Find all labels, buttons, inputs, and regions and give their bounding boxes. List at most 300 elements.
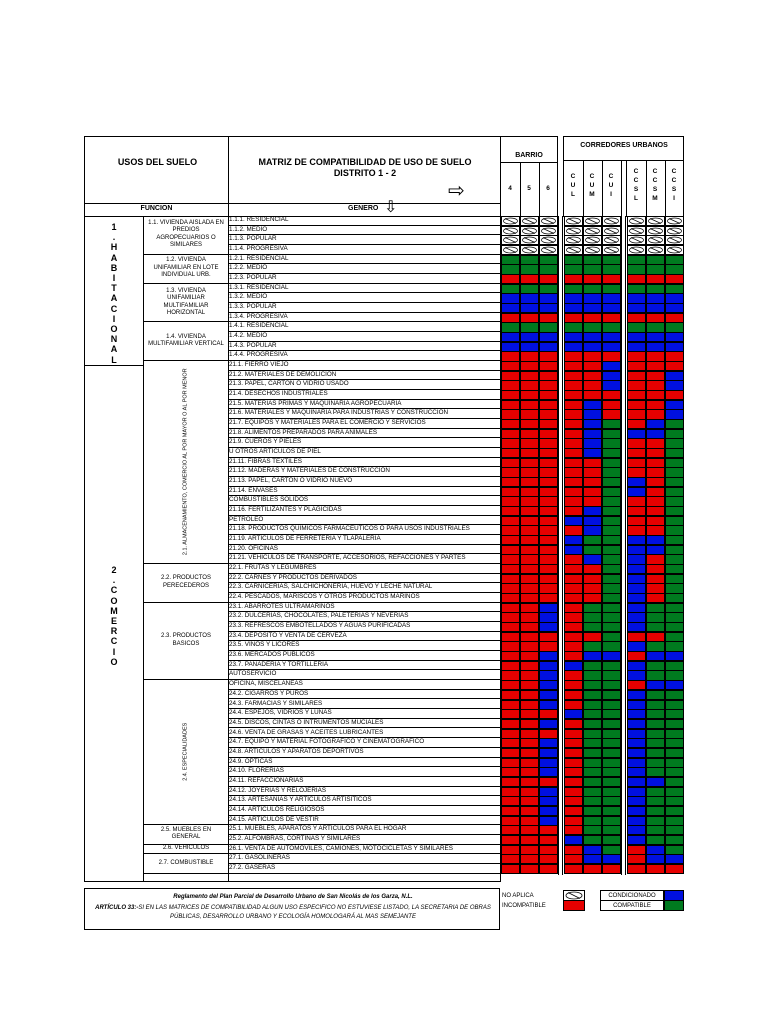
matrix-cell xyxy=(564,574,583,584)
matrix-cell xyxy=(627,854,646,864)
matrix-cell xyxy=(646,390,665,400)
matrix-cell xyxy=(627,864,646,874)
matrix-cell xyxy=(564,351,583,361)
matrix-cell xyxy=(646,429,665,439)
matrix-cell xyxy=(646,303,665,313)
matrix-cell xyxy=(583,835,602,845)
matrix-cell xyxy=(627,806,646,816)
column-head-7: C C S M xyxy=(652,168,658,202)
matrix-cell xyxy=(520,709,539,719)
matrix-cell xyxy=(583,612,602,622)
genero-row-label: 1.2.2. MEDIO xyxy=(228,264,500,274)
barrio-label: BARRIO xyxy=(515,152,543,159)
no-aplica-icon xyxy=(520,235,539,245)
genero-row-label: 23.2. DULCERIAS, CHOCOLATES, PALETERIAS Y NEVERIAS xyxy=(228,612,500,622)
matrix-cell xyxy=(539,506,558,516)
matrix-cell xyxy=(627,729,646,739)
matrix-cell xyxy=(564,400,583,410)
matrix-cell xyxy=(520,554,539,564)
genero-row-label: 27.1. GASOLINERAS xyxy=(228,854,500,864)
matrix-cell xyxy=(627,845,646,855)
genero-row-label: 24.7. EQUIPO Y MATERIAL FOTOGRAFICO Y CINEMATOGRAFICO xyxy=(228,738,500,748)
legend-condicionado-label: CONDICIONADO xyxy=(608,893,656,899)
matrix-cell xyxy=(602,661,621,671)
matrix-cell xyxy=(583,796,602,806)
matrix-cell xyxy=(602,342,621,352)
matrix-cell xyxy=(602,458,621,468)
subfunction-2 xyxy=(143,284,229,323)
matrix-cell xyxy=(627,545,646,555)
genero-row-label: 22.2. CARNES Y PRODUCTOS DERIVADOS xyxy=(228,574,500,584)
matrix-cell xyxy=(520,796,539,806)
matrix-cell xyxy=(501,806,520,816)
matrix-cell xyxy=(646,825,665,835)
genero-row-label: 26.1. VENTA DE AUTOMOVILES, CAMIONES, MOTOCICLETAS Y SIMILARES xyxy=(228,845,500,855)
matrix-cell xyxy=(646,448,665,458)
matrix-cell xyxy=(539,854,558,864)
genero-row-label: 23.7. PANADERIA Y TORTILLERIA xyxy=(228,661,500,671)
subfunction-label: 2.3. PRODUCTOS BASICOS xyxy=(161,633,211,647)
matrix-cell xyxy=(501,284,520,294)
matrix-cell xyxy=(646,506,665,516)
matrix-cell xyxy=(564,767,583,777)
matrix-cell xyxy=(602,264,621,274)
arrow-down-icon: ⇩ xyxy=(384,199,398,216)
matrix-cell xyxy=(627,274,646,284)
matrix-cell xyxy=(539,641,558,651)
matrix-cell xyxy=(520,593,539,603)
matrix-cell xyxy=(520,342,539,352)
corredores-label: CORREDORES URBANOS xyxy=(580,142,668,149)
genero-row-label: 21.4. DESECHOS INDUSTRIALES xyxy=(228,390,500,400)
matrix-cell xyxy=(564,854,583,864)
matrix-cell xyxy=(646,641,665,651)
matrix-cell xyxy=(646,758,665,768)
matrix-cell xyxy=(501,748,520,758)
matrix-cell xyxy=(501,409,520,419)
matrix-cell xyxy=(564,758,583,768)
column-divider xyxy=(539,162,540,217)
matrix-cell xyxy=(602,371,621,381)
genero-row-label: 21.3. PAPEL, CARTON O VIDRIO USADO xyxy=(228,380,500,390)
matrix-cell xyxy=(646,612,665,622)
matrix-cell xyxy=(520,845,539,855)
matrix-cell xyxy=(539,758,558,768)
matrix-cell xyxy=(501,448,520,458)
matrix-cell xyxy=(539,332,558,342)
matrix-cell xyxy=(539,777,558,787)
matrix-cell xyxy=(501,429,520,439)
matrix-cell xyxy=(583,816,602,826)
matrix-cell xyxy=(520,777,539,787)
genero-row-label: 24.8. ARTICULOS Y APARATOS DEPORTIVOS xyxy=(228,748,500,758)
no-aplica-icon xyxy=(539,235,558,245)
no-aplica-icon xyxy=(602,216,621,226)
matrix-cell xyxy=(564,661,583,671)
matrix-cell xyxy=(539,719,558,729)
no-aplica-icon xyxy=(520,216,539,226)
matrix-cell xyxy=(501,274,520,284)
matrix-cell xyxy=(520,661,539,671)
matrix-cell xyxy=(539,438,558,448)
matrix-cell xyxy=(627,709,646,719)
matrix-cell xyxy=(520,525,539,535)
matrix-cell xyxy=(665,641,684,651)
matrix-cell xyxy=(602,255,621,265)
matrix-cell xyxy=(564,593,583,603)
matrix-cell xyxy=(564,303,583,313)
matrix-cell xyxy=(501,864,520,874)
matrix-cell xyxy=(520,313,539,323)
matrix-cell xyxy=(564,284,583,294)
matrix-cell xyxy=(583,845,602,855)
matrix-cell xyxy=(539,429,558,439)
matrix-cell xyxy=(520,690,539,700)
no-aplica-icon xyxy=(627,216,646,226)
matrix-cell xyxy=(583,303,602,313)
matrix-cell xyxy=(539,709,558,719)
matrix-cell xyxy=(646,400,665,410)
matrix-cell xyxy=(646,322,665,332)
matrix-cell xyxy=(564,293,583,303)
matrix-cell xyxy=(539,371,558,381)
no-aplica-icon xyxy=(501,235,520,245)
matrix-cell xyxy=(583,264,602,274)
matrix-cell xyxy=(646,835,665,845)
matrix-cell xyxy=(564,719,583,729)
matrix-cell xyxy=(665,390,684,400)
genero-label: GENERO xyxy=(348,205,379,212)
matrix-cell xyxy=(646,622,665,632)
matrix-cell xyxy=(602,680,621,690)
matrix-cell xyxy=(583,419,602,429)
column-divider xyxy=(520,162,521,217)
matrix-cell xyxy=(665,680,684,690)
matrix-cell xyxy=(501,680,520,690)
matrix-cell xyxy=(501,729,520,739)
matrix-cell xyxy=(564,506,583,516)
matrix-cell xyxy=(627,332,646,342)
genero-row-label: 1.1.3. POPULAR xyxy=(228,235,500,245)
matrix-cell xyxy=(665,371,684,381)
matrix-cell xyxy=(520,854,539,864)
no-aplica-icon xyxy=(665,226,684,236)
genero-row-label: 1.4.3. POPULAR xyxy=(228,342,500,352)
genero-row-label: 21.13. PAPEL, CARTON O VIDRIO NUEVO xyxy=(228,477,500,487)
matrix-cell xyxy=(627,467,646,477)
matrix-cell xyxy=(602,380,621,390)
matrix-cell xyxy=(501,293,520,303)
matrix-cell xyxy=(627,400,646,410)
genero-row-label: 23.5. VINOS Y LICORES xyxy=(228,641,500,651)
matrix-cell xyxy=(665,835,684,845)
matrix-cell xyxy=(665,574,684,584)
matrix-cell xyxy=(501,593,520,603)
matrix-cell xyxy=(646,806,665,816)
subfunction-label: 1.4. VIVIENDA MULTIFAMILIAR VERTICAL xyxy=(148,333,224,348)
matrix-cell xyxy=(646,467,665,477)
genero-row-label: U OTROS ARTICULOS DE PIEL xyxy=(228,448,500,458)
matrix-cell xyxy=(539,574,558,584)
barrio-divider xyxy=(500,162,558,163)
matrix-cell xyxy=(564,361,583,371)
matrix-cell xyxy=(602,545,621,555)
matrix-cell xyxy=(627,593,646,603)
matrix-cell xyxy=(627,293,646,303)
genero-row-label: 1.1.1. RESIDENCIAL xyxy=(228,216,500,226)
matrix-cell xyxy=(520,738,539,748)
matrix-cell xyxy=(583,593,602,603)
matrix-cell xyxy=(583,487,602,497)
genero-row-label: 24.9. OPTICAS xyxy=(228,758,500,768)
matrix-cell xyxy=(627,419,646,429)
matrix-cell xyxy=(646,284,665,294)
matrix-cell xyxy=(602,612,621,622)
matrix-cell xyxy=(539,535,558,545)
matrix-cell xyxy=(564,322,583,332)
matrix-cell xyxy=(520,583,539,593)
matrix-cell xyxy=(665,274,684,284)
matrix-cell xyxy=(583,400,602,410)
matrix-cell xyxy=(520,835,539,845)
column-divider xyxy=(646,160,647,217)
matrix-cell xyxy=(539,400,558,410)
matrix-cell xyxy=(646,313,665,323)
matrix-cell xyxy=(665,661,684,671)
genero-row-label: 1.2.3. POPULAR xyxy=(228,274,500,284)
matrix-cell xyxy=(520,816,539,826)
matrix-cell xyxy=(627,264,646,274)
matrix-cell xyxy=(627,525,646,535)
matrix-cell xyxy=(627,458,646,468)
matrix-cell xyxy=(564,622,583,632)
matrix-cell xyxy=(646,574,665,584)
matrix-cell xyxy=(665,709,684,719)
matrix-cell xyxy=(646,409,665,419)
matrix-cell xyxy=(583,274,602,284)
matrix-cell xyxy=(665,496,684,506)
matrix-cell xyxy=(665,758,684,768)
no-aplica-icon xyxy=(646,226,665,236)
matrix-cell xyxy=(646,458,665,468)
subfunction-label: 2.4. ESPECIALIDADES xyxy=(182,723,189,782)
matrix-cell xyxy=(520,670,539,680)
legend-compatible-label: COMPATIBLE xyxy=(613,903,651,909)
matrix-cell xyxy=(646,719,665,729)
matrix-cell xyxy=(602,787,621,797)
no-aplica-icon xyxy=(583,235,602,245)
comercio-label: 2 . C O M E R C I O xyxy=(110,565,118,667)
column-head-4: C U M xyxy=(589,173,595,198)
matrix-cell xyxy=(602,409,621,419)
footer-reglamento: Reglamento del Plan Parcial de Desarrollo Urbano de San Nicolás de los Garza, N.L. xyxy=(173,894,413,900)
matrix-cell xyxy=(539,351,558,361)
matrix-cell xyxy=(564,332,583,342)
matrix-cell xyxy=(627,680,646,690)
matrix-cell xyxy=(627,438,646,448)
matrix-cell xyxy=(646,264,665,274)
matrix-cell xyxy=(646,632,665,642)
matrix-cell xyxy=(627,796,646,806)
matrix-cell xyxy=(539,293,558,303)
genero-row-label: PETROLEO xyxy=(228,516,500,526)
matrix-cell xyxy=(539,496,558,506)
matrix-cell xyxy=(665,622,684,632)
matrix-cell xyxy=(602,583,621,593)
matrix-cell xyxy=(665,361,684,371)
matrix-cell xyxy=(583,864,602,874)
matrix-cell xyxy=(646,496,665,506)
matrix-title-line1: MATRIZ DE COMPATIBILIDAD DE USO DE SUELO xyxy=(258,157,472,167)
matrix-cell xyxy=(564,632,583,642)
matrix-cell xyxy=(583,371,602,381)
matrix-cell xyxy=(539,487,558,497)
genero-row-label: COMBUSTIBLES SOLIDOS xyxy=(228,496,500,506)
matrix-cell xyxy=(539,651,558,661)
genero-row-label: 21.1. FIERRO VIEJO xyxy=(228,361,500,371)
subfunction-9 xyxy=(143,845,229,855)
matrix-cell xyxy=(583,525,602,535)
matrix-cell xyxy=(564,467,583,477)
matrix-cell xyxy=(627,535,646,545)
matrix-cell xyxy=(665,448,684,458)
matrix-cell xyxy=(602,729,621,739)
matrix-cell xyxy=(602,525,621,535)
matrix-cell xyxy=(583,496,602,506)
matrix-cell xyxy=(602,603,621,613)
matrix-cell xyxy=(583,758,602,768)
matrix-cell xyxy=(520,729,539,739)
matrix-cell xyxy=(665,458,684,468)
matrix-cell xyxy=(583,535,602,545)
matrix-cell xyxy=(665,303,684,313)
legend-compatible-swatch xyxy=(664,900,684,911)
legend-incompatible-label: INCOMPATIBLE xyxy=(502,903,546,909)
matrix-cell xyxy=(539,612,558,622)
matrix-cell xyxy=(564,535,583,545)
matrix-cell xyxy=(501,854,520,864)
matrix-cell xyxy=(501,342,520,352)
matrix-cell xyxy=(646,554,665,564)
matrix-cell xyxy=(602,506,621,516)
matrix-cell xyxy=(583,380,602,390)
matrix-cell xyxy=(539,409,558,419)
subfunction-label: 1.3. VIVIENDA UNIFAMILIAR MULTIFAMILIAR HORIZONTAL xyxy=(163,287,209,317)
genero-row-label: 24.14. ARTICULOS RELIGIOSOS xyxy=(228,806,500,816)
matrix-cell xyxy=(539,748,558,758)
matrix-cell xyxy=(564,448,583,458)
matrix-cell xyxy=(646,603,665,613)
matrix-cell xyxy=(501,496,520,506)
subfunction-6 xyxy=(143,603,229,680)
matrix-cell xyxy=(539,864,558,874)
matrix-cell xyxy=(520,274,539,284)
no-aplica-icon xyxy=(602,226,621,236)
genero-row-label: 23.6. MERCADOS PUBLICOS xyxy=(228,651,500,661)
matrix-cell xyxy=(501,525,520,535)
genero-row-label: 21.20. OFICINAS xyxy=(228,545,500,555)
matrix-cell xyxy=(665,632,684,642)
matrix-cell xyxy=(501,758,520,768)
matrix-cell xyxy=(520,293,539,303)
matrix-cell xyxy=(602,825,621,835)
matrix-cell xyxy=(665,255,684,265)
matrix-cell xyxy=(627,661,646,671)
usos-del-suelo-title: USOS DEL SUELO xyxy=(117,157,198,167)
matrix-cell xyxy=(583,409,602,419)
matrix-cell xyxy=(520,806,539,816)
matrix-cell xyxy=(501,303,520,313)
matrix-cell xyxy=(646,342,665,352)
matrix-cell xyxy=(539,255,558,265)
matrix-cell xyxy=(583,351,602,361)
no-aplica-icon xyxy=(665,245,684,255)
genero-row-label: 24.3. FARMACIAS Y SIMILARES xyxy=(228,700,500,710)
matrix-cell xyxy=(564,738,583,748)
matrix-cell xyxy=(583,574,602,584)
matrix-cell xyxy=(501,438,520,448)
matrix-cell xyxy=(501,651,520,661)
matrix-cell xyxy=(665,264,684,274)
matrix-cell xyxy=(583,545,602,555)
matrix-cell xyxy=(627,758,646,768)
habitacional-label: 1 . H A B I T A C I O N A L xyxy=(110,222,118,365)
column-divider xyxy=(626,160,627,217)
matrix-cell xyxy=(501,641,520,651)
genero-row-label: 22.3. CARNICERIAS, SALCHICHONERIA, HUEVO Y LECHE NATURAL xyxy=(228,583,500,593)
matrix-cell xyxy=(583,467,602,477)
matrix-cell xyxy=(501,467,520,477)
matrix-cell xyxy=(583,854,602,864)
matrix-cell xyxy=(646,293,665,303)
genero-row-label: 21.12. MADERAS Y MATERIALES DE CONSTRUCCION xyxy=(228,467,500,477)
matrix-cell xyxy=(665,583,684,593)
genero-row-label: 24.2. CIGARROS Y PUROS xyxy=(228,690,500,700)
matrix-cell xyxy=(539,274,558,284)
matrix-cell xyxy=(520,574,539,584)
matrix-cell xyxy=(665,313,684,323)
no-aplica-icon xyxy=(602,245,621,255)
matrix-cell xyxy=(665,816,684,826)
matrix-cell xyxy=(539,545,558,555)
no-aplica-icon xyxy=(539,245,558,255)
matrix-cell xyxy=(520,284,539,294)
genero-row-label: 24.15. ARTICULOS DE VESTIR xyxy=(228,816,500,826)
matrix-cell xyxy=(627,700,646,710)
matrix-cell xyxy=(564,564,583,574)
matrix-cell xyxy=(583,748,602,758)
matrix-cell xyxy=(539,264,558,274)
matrix-cell xyxy=(520,458,539,468)
matrix-cell xyxy=(646,845,665,855)
matrix-cell xyxy=(602,854,621,864)
matrix-cell xyxy=(583,738,602,748)
matrix-cell xyxy=(539,554,558,564)
matrix-cell xyxy=(627,303,646,313)
no-aplica-icon xyxy=(539,216,558,226)
matrix-cell xyxy=(646,690,665,700)
no-aplica-icon xyxy=(627,226,646,236)
matrix-cell xyxy=(520,864,539,874)
matrix-cell xyxy=(539,796,558,806)
matrix-cell xyxy=(665,438,684,448)
matrix-cell xyxy=(520,255,539,265)
matrix-cell xyxy=(501,661,520,671)
matrix-cell xyxy=(646,477,665,487)
arrow-right-icon: ⇨ xyxy=(448,180,465,202)
matrix-cell xyxy=(539,661,558,671)
matrix-cell xyxy=(564,816,583,826)
